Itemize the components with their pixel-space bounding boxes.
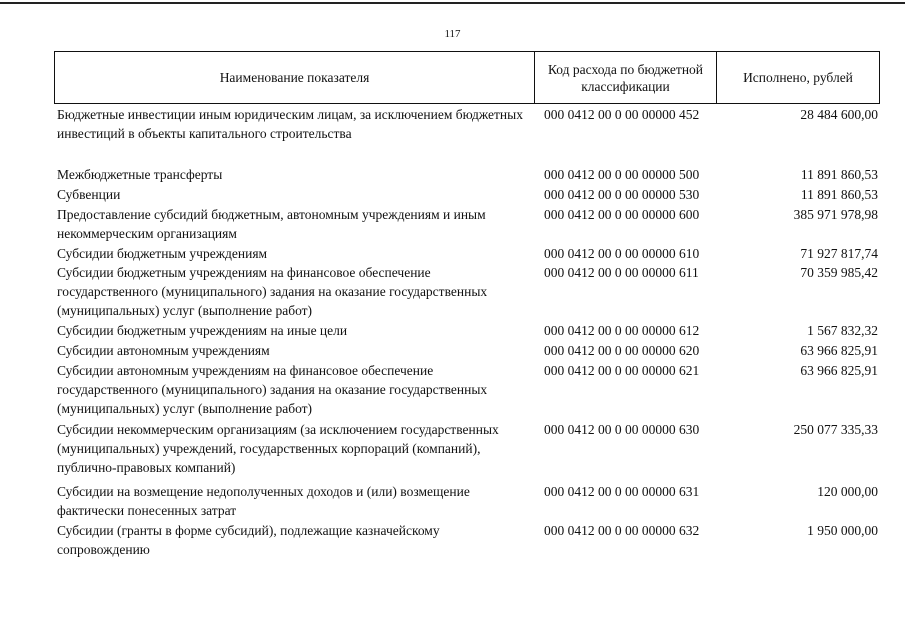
row-name: Субсидии (гранты в форме субсидий), подлежащие казначейскому сопровождению bbox=[57, 523, 440, 557]
page-number: 117 bbox=[444, 28, 461, 40]
row-executed: 120 000,00 bbox=[817, 484, 878, 499]
row-code: 000 0412 00 0 00 00000 610 bbox=[544, 246, 700, 261]
row-name: Субсидии бюджетным учреждениям на иные цели bbox=[57, 323, 348, 338]
row-executed: 1 567 832,32 bbox=[807, 323, 878, 338]
header-executed: Исполнено, рублей bbox=[743, 70, 853, 85]
row-code: 000 0412 00 0 00 00000 600 bbox=[544, 207, 700, 222]
header-code: Код расхода по бюджетной классификации bbox=[535, 52, 717, 103]
row-executed: 71 927 817,74 bbox=[800, 246, 878, 261]
row-name: Межбюджетные трансферты bbox=[57, 167, 223, 182]
row-name: Бюджетные инвестиции иным юридическим лицам, за исключением бюджетных инвестиций в объекты капитального строительства bbox=[57, 107, 523, 141]
budget-table bbox=[54, 51, 880, 557]
row-code: 000 0412 00 0 00 00000 500 bbox=[544, 167, 700, 182]
row-name: Субсидии автономным учреждениям bbox=[57, 343, 270, 358]
row-executed: 250 077 335,33 bbox=[793, 422, 878, 437]
row-code: 000 0412 00 0 00 00000 620 bbox=[544, 343, 700, 358]
row-executed: 28 484 600,00 bbox=[800, 107, 878, 122]
row-code: 000 0412 00 0 00 00000 611 bbox=[544, 265, 699, 280]
row-executed: 11 891 860,53 bbox=[800, 187, 878, 202]
row-executed: 1 950 000,00 bbox=[807, 523, 878, 538]
row-name: Субсидии автономным учреждениям на финансовое обеспечение государственного (муниципального) задания на оказание государственных (муниципальных) услуг (выполнение работ) bbox=[57, 363, 488, 416]
row-executed: 70 359 985,42 bbox=[800, 265, 878, 280]
row-executed: 63 966 825,91 bbox=[800, 343, 878, 358]
row-executed: 385 971 978,98 bbox=[793, 207, 878, 222]
row-code: 000 0412 00 0 00 00000 452 bbox=[544, 107, 700, 122]
row-code: 000 0412 00 0 00 00000 612 bbox=[544, 323, 700, 338]
row-code: 000 0412 00 0 00 00000 530 bbox=[544, 187, 700, 202]
top-rule bbox=[0, 2, 905, 4]
row-code: 000 0412 00 0 00 00000 621 bbox=[544, 363, 700, 378]
row-name: Субвенции bbox=[57, 187, 121, 202]
row-executed: 11 891 860,53 bbox=[800, 167, 878, 182]
table-header bbox=[54, 51, 880, 104]
row-code: 000 0412 00 0 00 00000 632 bbox=[544, 523, 700, 538]
row-name: Субсидии некоммерческим организациям (за исключением государственных (муниципальных) учреждений, государственных корпораций (компаний), публично-правовых компаний) bbox=[57, 422, 499, 475]
row-name: Предоставление субсидий бюджетным, автономным учреждениям и иным некоммерческим организациям bbox=[57, 207, 486, 241]
row-name: Субсидии бюджетным учреждениям на финансовое обеспечение государственного (муниципального) задания на оказание государственных (муниципальных) услуг (выполнение работ) bbox=[57, 265, 488, 318]
row-code: 000 0412 00 0 00 00000 631 bbox=[544, 484, 700, 499]
row-executed: 63 966 825,91 bbox=[800, 363, 878, 378]
header-name: Наименование показателя bbox=[55, 52, 535, 103]
row-name: Субсидии на возмещение недополученных доходов и (или) возмещение фактически понесенных затрат bbox=[57, 484, 470, 518]
row-name: Субсидии бюджетным учреждениям bbox=[57, 246, 268, 261]
row-code: 000 0412 00 0 00 00000 630 bbox=[544, 422, 700, 437]
